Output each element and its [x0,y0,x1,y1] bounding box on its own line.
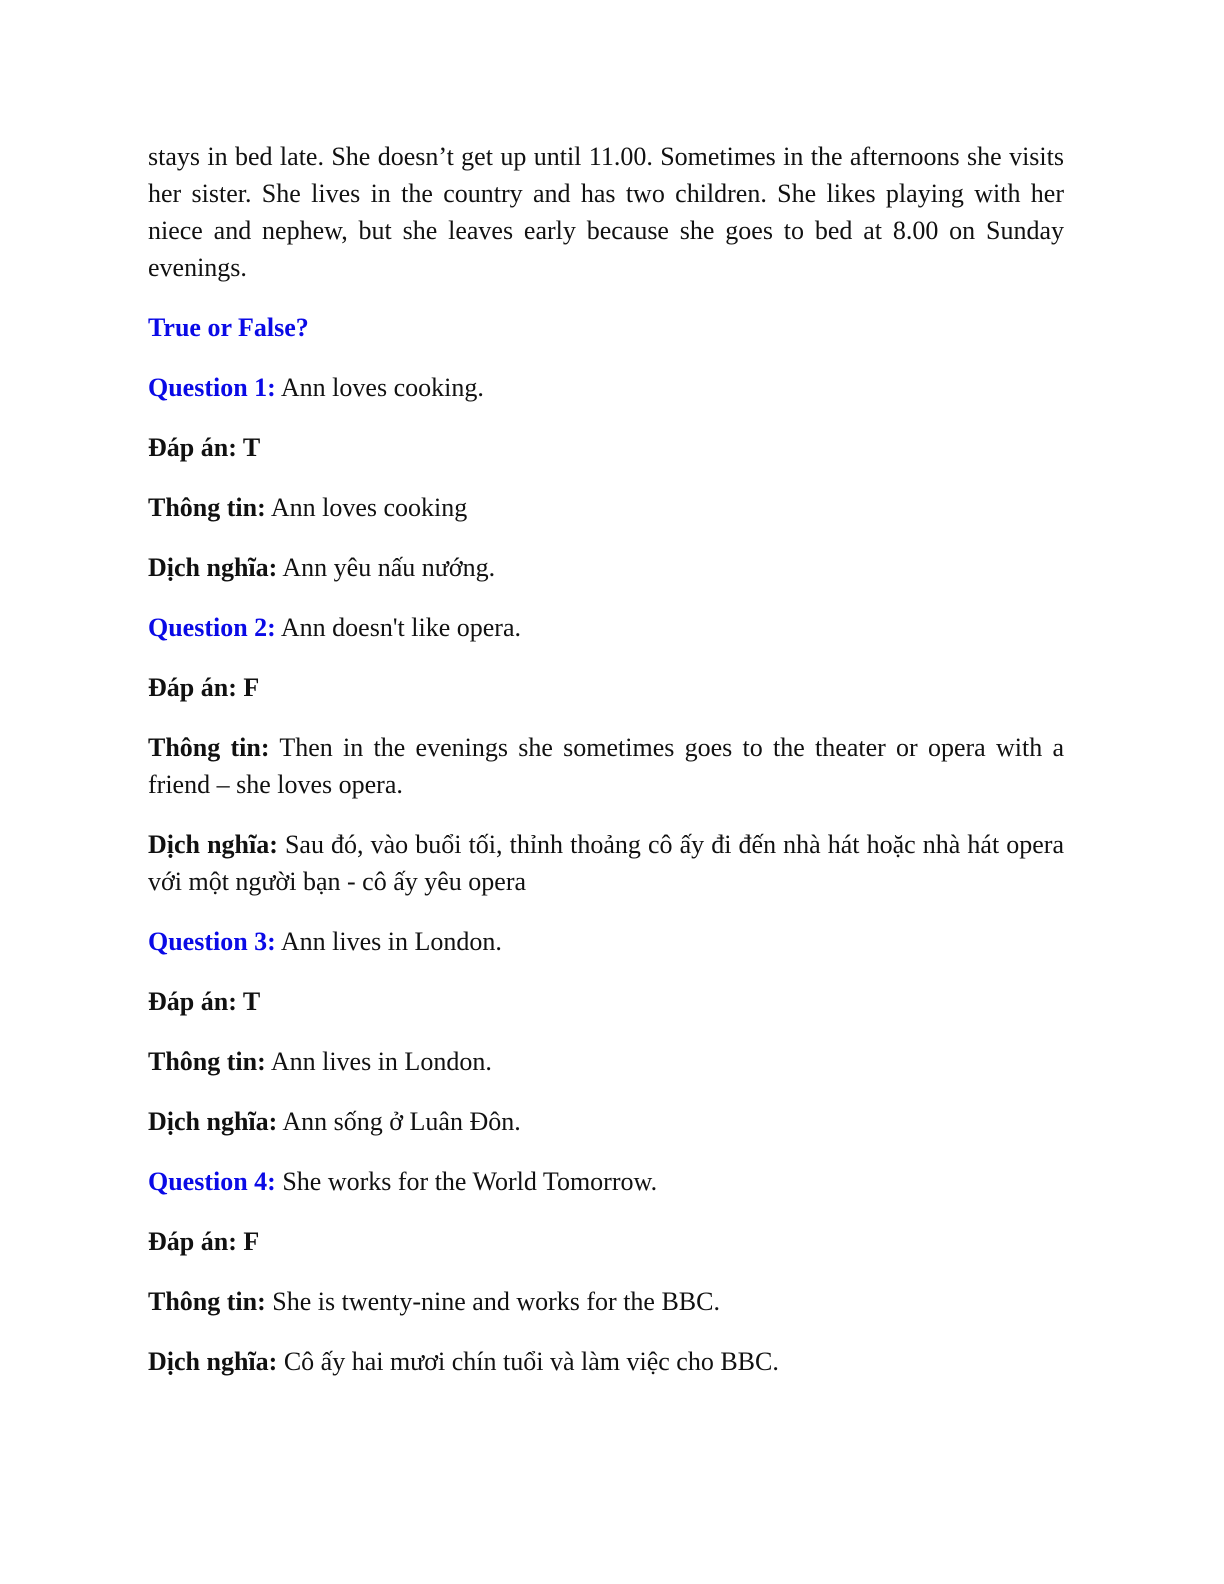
info-text: Then in the evenings she sometimes goes to the theater or opera with a friend – she loves opera. [148,733,1064,799]
answer-label: Đáp án: [148,433,237,462]
translation-2 [148,826,1064,900]
info-4 [148,1283,1064,1320]
info-3 [148,1043,1064,1080]
section-title: True or False? [148,313,309,342]
info-label: Thông tin: [148,493,266,522]
answer-2 [148,669,1064,706]
question-text: Ann loves cooking. [275,373,484,402]
answer-label: Đáp án: [148,673,237,702]
answer-value: F [236,1227,260,1256]
translation-3 [148,1103,1064,1140]
translation-label: Dịch nghĩa: [148,830,278,859]
intro-paragraph: stays in bed late. She doesn’t get up until 11.00. Sometimes in the afternoons she visits her sister. She lives in the country and has two children. She likes playing with her niece and nephew, but she leaves early because she goes to bed at 8.00 on Sunday evenings. [148,142,1064,282]
question-label: Question 4: [148,1167,276,1196]
answer-value: T [236,987,261,1016]
question-block-2 [148,609,1064,900]
question-text: She works for the World Tomorrow. [275,1167,658,1196]
answer-4 [148,1223,1064,1260]
answer-label: Đáp án: [148,987,237,1016]
question-1 [148,369,1064,406]
question-3 [148,923,1064,960]
question-text: Ann lives in London. [275,927,502,956]
translation-text: Cô ấy hai mươi chín tuổi và làm việc cho BBC. [277,1347,779,1376]
question-2 [148,609,1064,646]
info-label: Thông tin: [148,1047,266,1076]
answer-value: F [236,673,260,702]
question-label: Question 3: [148,927,276,956]
question-label: Question 1: [148,373,276,402]
info-2 [148,729,1064,803]
question-text: Ann doesn't like opera. [275,613,521,642]
translation-label: Dịch nghĩa: [148,553,278,582]
info-label: Thông tin: [148,1287,266,1316]
question-block-4 [148,1163,1064,1380]
translation-text: Ann yêu nấu nướng. [277,553,496,582]
question-block-1 [148,369,1064,586]
translation-text: Ann sống ở Luân Đôn. [277,1107,521,1136]
info-text: Ann lives in London. [265,1047,492,1076]
translation-4 [148,1343,1064,1380]
info-label: Thông tin: [148,733,270,762]
translation-label: Dịch nghĩa: [148,1107,278,1136]
translation-text: Sau đó, vào buổi tối, thỉnh thoảng cô ấy đi đến nhà hát hoặc nhà hát opera với một người bạn - cô ấy yêu opera [148,830,1064,896]
translation-1 [148,549,1064,586]
info-1 [148,489,1064,526]
question-label: Question 2: [148,613,276,642]
question-4 [148,1163,1064,1200]
info-text: Ann loves cooking [265,493,468,522]
answer-label: Đáp án: [148,1227,237,1256]
answer-3 [148,983,1064,1020]
answer-value: T [236,433,261,462]
question-block-3 [148,923,1064,1140]
info-text: She is twenty-nine and works for the BBC. [265,1287,720,1316]
document-page [148,138,1064,1403]
answer-1 [148,429,1064,466]
translation-label: Dịch nghĩa: [148,1347,278,1376]
